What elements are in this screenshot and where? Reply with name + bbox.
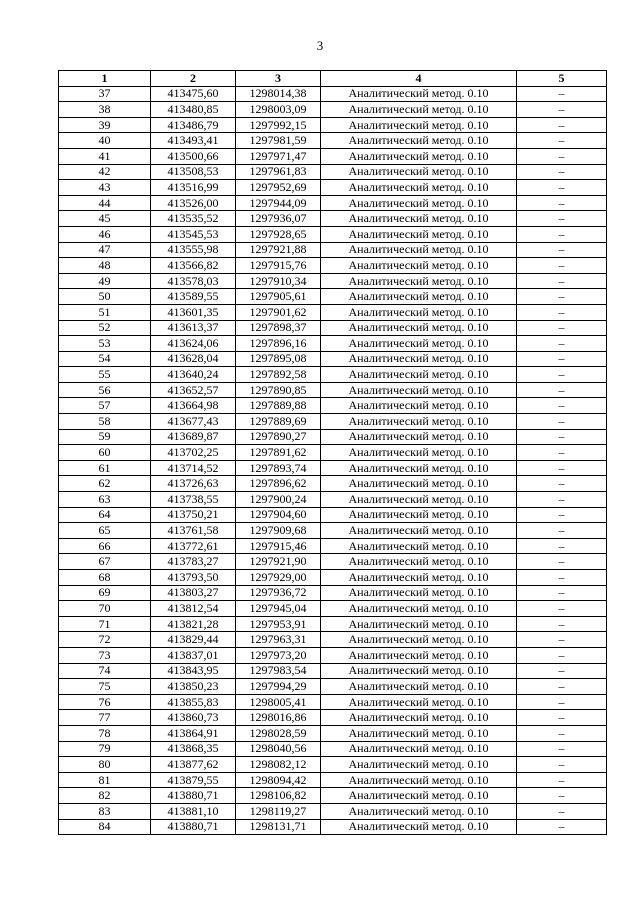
method-cell: Аналитический метод. 0.10 xyxy=(321,382,517,398)
x-coordinate-cell: 413829,44 xyxy=(151,632,236,648)
point-number-cell: 37 xyxy=(59,86,151,102)
description-cell: – xyxy=(517,601,607,617)
description-cell: – xyxy=(517,819,607,835)
table-row xyxy=(59,694,607,710)
method-cell: Аналитический метод. 0.10 xyxy=(321,741,517,757)
x-coordinate-cell: 413837,01 xyxy=(151,647,236,663)
x-coordinate-cell: 413652,57 xyxy=(151,382,236,398)
description-cell: – xyxy=(517,242,607,258)
method-cell: Аналитический метод. 0.10 xyxy=(321,460,517,476)
point-number-cell: 67 xyxy=(59,554,151,570)
description-cell: – xyxy=(517,445,607,461)
table-row xyxy=(59,476,607,492)
table-row xyxy=(59,180,607,196)
point-number-cell: 83 xyxy=(59,803,151,819)
description-cell: – xyxy=(517,694,607,710)
x-coordinate-cell: 413555,98 xyxy=(151,242,236,258)
table-row xyxy=(59,772,607,788)
x-coordinate-cell: 413480,85 xyxy=(151,102,236,118)
y-coordinate-cell: 1298119,27 xyxy=(236,803,321,819)
table-row xyxy=(59,133,607,149)
page-number: 3 xyxy=(316,38,324,53)
point-number-cell: 66 xyxy=(59,538,151,554)
y-coordinate-cell: 1298003,09 xyxy=(236,102,321,118)
table-row xyxy=(59,538,607,554)
x-coordinate-cell: 413578,03 xyxy=(151,273,236,289)
description-cell: – xyxy=(517,803,607,819)
table-row xyxy=(59,757,607,773)
method-cell: Аналитический метод. 0.10 xyxy=(321,86,517,102)
method-cell: Аналитический метод. 0.10 xyxy=(321,647,517,663)
x-coordinate-cell: 413613,37 xyxy=(151,320,236,336)
point-number-cell: 49 xyxy=(59,273,151,289)
point-number-cell: 39 xyxy=(59,117,151,133)
x-coordinate-cell: 413850,23 xyxy=(151,679,236,695)
table-row xyxy=(59,725,607,741)
header-col-3: 3 xyxy=(236,71,321,87)
table-row xyxy=(59,710,607,726)
description-cell: – xyxy=(517,180,607,196)
y-coordinate-cell: 1297904,60 xyxy=(236,507,321,523)
y-coordinate-cell: 1297915,46 xyxy=(236,538,321,554)
point-number-cell: 42 xyxy=(59,164,151,180)
y-coordinate-cell: 1297936,72 xyxy=(236,585,321,601)
description-cell: – xyxy=(517,710,607,726)
y-coordinate-cell: 1297973,20 xyxy=(236,647,321,663)
method-cell: Аналитический метод. 0.10 xyxy=(321,554,517,570)
point-number-cell: 51 xyxy=(59,304,151,320)
method-cell: Аналитический метод. 0.10 xyxy=(321,414,517,430)
description-cell: – xyxy=(517,289,607,305)
description-cell: – xyxy=(517,102,607,118)
header-col-5: 5 xyxy=(517,71,607,87)
method-cell: Аналитический метод. 0.10 xyxy=(321,211,517,227)
point-number-cell: 60 xyxy=(59,445,151,461)
table-row xyxy=(59,414,607,430)
x-coordinate-cell: 413783,27 xyxy=(151,554,236,570)
point-number-cell: 56 xyxy=(59,382,151,398)
y-coordinate-cell: 1297890,27 xyxy=(236,429,321,445)
y-coordinate-cell: 1297921,88 xyxy=(236,242,321,258)
x-coordinate-cell: 413475,60 xyxy=(151,86,236,102)
table-row xyxy=(59,226,607,242)
description-cell: – xyxy=(517,679,607,695)
description-cell: – xyxy=(517,133,607,149)
description-cell: – xyxy=(517,647,607,663)
description-cell: – xyxy=(517,632,607,648)
method-cell: Аналитический метод. 0.10 xyxy=(321,445,517,461)
point-number-cell: 75 xyxy=(59,679,151,695)
method-cell: Аналитический метод. 0.10 xyxy=(321,616,517,632)
description-cell: – xyxy=(517,585,607,601)
x-coordinate-cell: 413640,24 xyxy=(151,367,236,383)
description-cell: – xyxy=(517,788,607,804)
description-cell: – xyxy=(517,507,607,523)
method-cell: Аналитический метод. 0.10 xyxy=(321,367,517,383)
description-cell: – xyxy=(517,757,607,773)
table-row xyxy=(59,304,607,320)
method-cell: Аналитический метод. 0.10 xyxy=(321,492,517,508)
point-number-cell: 80 xyxy=(59,757,151,773)
table-row xyxy=(59,367,607,383)
description-cell: – xyxy=(517,476,607,492)
point-number-cell: 81 xyxy=(59,772,151,788)
point-number-cell: 40 xyxy=(59,133,151,149)
method-cell: Аналитический метод. 0.10 xyxy=(321,102,517,118)
description-cell: – xyxy=(517,429,607,445)
method-cell: Аналитический метод. 0.10 xyxy=(321,180,517,196)
point-number-cell: 65 xyxy=(59,523,151,539)
x-coordinate-cell: 413879,55 xyxy=(151,772,236,788)
point-number-cell: 58 xyxy=(59,414,151,430)
method-cell: Аналитический метод. 0.10 xyxy=(321,694,517,710)
point-number-cell: 55 xyxy=(59,367,151,383)
method-cell: Аналитический метод. 0.10 xyxy=(321,772,517,788)
method-cell: Аналитический метод. 0.10 xyxy=(321,570,517,586)
x-coordinate-cell: 413508,53 xyxy=(151,164,236,180)
y-coordinate-cell: 1297921,90 xyxy=(236,554,321,570)
description-cell: – xyxy=(517,320,607,336)
y-coordinate-cell: 1297892,58 xyxy=(236,367,321,383)
x-coordinate-cell: 413803,27 xyxy=(151,585,236,601)
point-number-cell: 53 xyxy=(59,336,151,352)
y-coordinate-cell: 1297983,54 xyxy=(236,663,321,679)
table-row xyxy=(59,585,607,601)
y-coordinate-cell: 1297898,37 xyxy=(236,320,321,336)
point-number-cell: 50 xyxy=(59,289,151,305)
method-cell: Аналитический метод. 0.10 xyxy=(321,507,517,523)
point-number-cell: 68 xyxy=(59,570,151,586)
method-cell: Аналитический метод. 0.10 xyxy=(321,601,517,617)
method-cell: Аналитический метод. 0.10 xyxy=(321,585,517,601)
method-cell: Аналитический метод. 0.10 xyxy=(321,148,517,164)
x-coordinate-cell: 413880,71 xyxy=(151,788,236,804)
description-cell: – xyxy=(517,164,607,180)
y-coordinate-cell: 1297909,68 xyxy=(236,523,321,539)
x-coordinate-cell: 413545,53 xyxy=(151,226,236,242)
y-coordinate-cell: 1297936,07 xyxy=(236,211,321,227)
x-coordinate-cell: 413677,43 xyxy=(151,414,236,430)
table-row xyxy=(59,632,607,648)
point-number-cell: 79 xyxy=(59,741,151,757)
table-row xyxy=(59,117,607,133)
y-coordinate-cell: 1298028,59 xyxy=(236,725,321,741)
y-coordinate-cell: 1297963,31 xyxy=(236,632,321,648)
description-cell: – xyxy=(517,414,607,430)
description-cell: – xyxy=(517,772,607,788)
y-coordinate-cell: 1298131,71 xyxy=(236,819,321,835)
y-coordinate-cell: 1297981,59 xyxy=(236,133,321,149)
method-cell: Аналитический метод. 0.10 xyxy=(321,320,517,336)
x-coordinate-cell: 413750,21 xyxy=(151,507,236,523)
table-row xyxy=(59,382,607,398)
table-row xyxy=(59,398,607,414)
point-number-cell: 71 xyxy=(59,616,151,632)
x-coordinate-cell: 413516,99 xyxy=(151,180,236,196)
table-row xyxy=(59,616,607,632)
description-cell: – xyxy=(517,226,607,242)
x-coordinate-cell: 413855,83 xyxy=(151,694,236,710)
method-cell: Аналитический метод. 0.10 xyxy=(321,679,517,695)
description-cell: – xyxy=(517,148,607,164)
table-row xyxy=(59,679,607,695)
x-coordinate-cell: 413566,82 xyxy=(151,258,236,274)
table-row xyxy=(59,195,607,211)
description-cell: – xyxy=(517,351,607,367)
method-cell: Аналитический метод. 0.10 xyxy=(321,336,517,352)
table-row xyxy=(59,148,607,164)
method-cell: Аналитический метод. 0.10 xyxy=(321,117,517,133)
y-coordinate-cell: 1297944,09 xyxy=(236,195,321,211)
y-coordinate-cell: 1297945,04 xyxy=(236,601,321,617)
description-cell: – xyxy=(517,492,607,508)
method-cell: Аналитический метод. 0.10 xyxy=(321,351,517,367)
table-row xyxy=(59,554,607,570)
table-row xyxy=(59,460,607,476)
table-row xyxy=(59,445,607,461)
y-coordinate-cell: 1298082,12 xyxy=(236,757,321,773)
point-number-cell: 74 xyxy=(59,663,151,679)
x-coordinate-cell: 413624,06 xyxy=(151,336,236,352)
y-coordinate-cell: 1297901,62 xyxy=(236,304,321,320)
x-coordinate-cell: 413726,63 xyxy=(151,476,236,492)
y-coordinate-cell: 1297896,62 xyxy=(236,476,321,492)
table-row xyxy=(59,336,607,352)
point-number-cell: 54 xyxy=(59,351,151,367)
point-number-cell: 64 xyxy=(59,507,151,523)
table-row xyxy=(59,601,607,617)
x-coordinate-cell: 413493,41 xyxy=(151,133,236,149)
point-number-cell: 84 xyxy=(59,819,151,835)
table-row xyxy=(59,258,607,274)
method-cell: Аналитический метод. 0.10 xyxy=(321,133,517,149)
x-coordinate-cell: 413714,52 xyxy=(151,460,236,476)
table-header xyxy=(59,71,607,87)
point-number-cell: 45 xyxy=(59,211,151,227)
y-coordinate-cell: 1297889,69 xyxy=(236,414,321,430)
method-cell: Аналитический метод. 0.10 xyxy=(321,398,517,414)
x-coordinate-cell: 413860,73 xyxy=(151,710,236,726)
table-row xyxy=(59,570,607,586)
method-cell: Аналитический метод. 0.10 xyxy=(321,304,517,320)
x-coordinate-cell: 413535,52 xyxy=(151,211,236,227)
x-coordinate-cell: 413881,10 xyxy=(151,803,236,819)
description-cell: – xyxy=(517,538,607,554)
method-cell: Аналитический метод. 0.10 xyxy=(321,803,517,819)
table-row xyxy=(59,242,607,258)
table-row xyxy=(59,523,607,539)
description-cell: – xyxy=(517,336,607,352)
y-coordinate-cell: 1298106,82 xyxy=(236,788,321,804)
table-row xyxy=(59,211,607,227)
y-coordinate-cell: 1297961,83 xyxy=(236,164,321,180)
method-cell: Аналитический метод. 0.10 xyxy=(321,226,517,242)
point-number-cell: 73 xyxy=(59,647,151,663)
y-coordinate-cell: 1297889,88 xyxy=(236,398,321,414)
x-coordinate-cell: 413486,79 xyxy=(151,117,236,133)
description-cell: – xyxy=(517,382,607,398)
point-number-cell: 72 xyxy=(59,632,151,648)
point-number-cell: 46 xyxy=(59,226,151,242)
description-cell: – xyxy=(517,460,607,476)
description-cell: – xyxy=(517,554,607,570)
x-coordinate-cell: 413702,25 xyxy=(151,445,236,461)
table-row xyxy=(59,819,607,835)
method-cell: Аналитический метод. 0.10 xyxy=(321,429,517,445)
y-coordinate-cell: 1297915,76 xyxy=(236,258,321,274)
x-coordinate-cell: 413526,00 xyxy=(151,195,236,211)
table-row xyxy=(59,273,607,289)
y-coordinate-cell: 1298005,41 xyxy=(236,694,321,710)
point-number-cell: 44 xyxy=(59,195,151,211)
description-cell: – xyxy=(517,398,607,414)
description-cell: – xyxy=(517,663,607,679)
method-cell: Аналитический метод. 0.10 xyxy=(321,819,517,835)
method-cell: Аналитический метод. 0.10 xyxy=(321,725,517,741)
header-col-4: 4 xyxy=(321,71,517,87)
x-coordinate-cell: 413793,50 xyxy=(151,570,236,586)
y-coordinate-cell: 1297893,74 xyxy=(236,460,321,476)
point-number-cell: 52 xyxy=(59,320,151,336)
table-row xyxy=(59,741,607,757)
x-coordinate-cell: 413880,71 xyxy=(151,819,236,835)
table-row xyxy=(59,102,607,118)
description-cell: – xyxy=(517,570,607,586)
x-coordinate-cell: 413772,61 xyxy=(151,538,236,554)
y-coordinate-cell: 1297992,15 xyxy=(236,117,321,133)
x-coordinate-cell: 413601,35 xyxy=(151,304,236,320)
table-row xyxy=(59,320,607,336)
x-coordinate-cell: 413628,04 xyxy=(151,351,236,367)
y-coordinate-cell: 1297891,62 xyxy=(236,445,321,461)
description-cell: – xyxy=(517,195,607,211)
y-coordinate-cell: 1298040,56 xyxy=(236,741,321,757)
description-cell: – xyxy=(517,273,607,289)
point-number-cell: 38 xyxy=(59,102,151,118)
method-cell: Аналитический метод. 0.10 xyxy=(321,289,517,305)
header-row xyxy=(59,71,607,87)
description-cell: – xyxy=(517,741,607,757)
method-cell: Аналитический метод. 0.10 xyxy=(321,710,517,726)
description-cell: – xyxy=(517,725,607,741)
coordinates-table xyxy=(58,70,607,835)
y-coordinate-cell: 1298094,42 xyxy=(236,772,321,788)
x-coordinate-cell: 413868,35 xyxy=(151,741,236,757)
table-row xyxy=(59,289,607,305)
y-coordinate-cell: 1297929,00 xyxy=(236,570,321,586)
table-row xyxy=(59,507,607,523)
y-coordinate-cell: 1297971,47 xyxy=(236,148,321,164)
x-coordinate-cell: 413843,95 xyxy=(151,663,236,679)
point-number-cell: 70 xyxy=(59,601,151,617)
point-number-cell: 59 xyxy=(59,429,151,445)
description-cell: – xyxy=(517,304,607,320)
x-coordinate-cell: 413877,62 xyxy=(151,757,236,773)
table-row xyxy=(59,647,607,663)
method-cell: Аналитический метод. 0.10 xyxy=(321,258,517,274)
method-cell: Аналитический метод. 0.10 xyxy=(321,242,517,258)
y-coordinate-cell: 1297928,65 xyxy=(236,226,321,242)
table-row xyxy=(59,86,607,102)
description-cell: – xyxy=(517,117,607,133)
x-coordinate-cell: 413821,28 xyxy=(151,616,236,632)
y-coordinate-cell: 1297895,08 xyxy=(236,351,321,367)
table-row xyxy=(59,492,607,508)
point-number-cell: 82 xyxy=(59,788,151,804)
description-cell: – xyxy=(517,258,607,274)
point-number-cell: 61 xyxy=(59,460,151,476)
method-cell: Аналитический метод. 0.10 xyxy=(321,523,517,539)
table-row xyxy=(59,429,607,445)
y-coordinate-cell: 1297953,91 xyxy=(236,616,321,632)
y-coordinate-cell: 1297905,61 xyxy=(236,289,321,305)
point-number-cell: 77 xyxy=(59,710,151,726)
header-col-1: 1 xyxy=(59,71,151,87)
point-number-cell: 48 xyxy=(59,258,151,274)
method-cell: Аналитический метод. 0.10 xyxy=(321,632,517,648)
y-coordinate-cell: 1297994,29 xyxy=(236,679,321,695)
description-cell: – xyxy=(517,367,607,383)
table-row xyxy=(59,663,607,679)
y-coordinate-cell: 1297896,16 xyxy=(236,336,321,352)
point-number-cell: 47 xyxy=(59,242,151,258)
method-cell: Аналитический метод. 0.10 xyxy=(321,476,517,492)
method-cell: Аналитический метод. 0.10 xyxy=(321,164,517,180)
y-coordinate-cell: 1297952,69 xyxy=(236,180,321,196)
x-coordinate-cell: 413689,87 xyxy=(151,429,236,445)
method-cell: Аналитический метод. 0.10 xyxy=(321,273,517,289)
x-coordinate-cell: 413761,58 xyxy=(151,523,236,539)
table-row xyxy=(59,788,607,804)
point-number-cell: 69 xyxy=(59,585,151,601)
method-cell: Аналитический метод. 0.10 xyxy=(321,195,517,211)
method-cell: Аналитический метод. 0.10 xyxy=(321,538,517,554)
table-body xyxy=(59,86,607,835)
method-cell: Аналитический метод. 0.10 xyxy=(321,788,517,804)
y-coordinate-cell: 1298014,38 xyxy=(236,86,321,102)
x-coordinate-cell: 413812,54 xyxy=(151,601,236,617)
header-col-2: 2 xyxy=(151,71,236,87)
x-coordinate-cell: 413738,55 xyxy=(151,492,236,508)
table-row xyxy=(59,351,607,367)
x-coordinate-cell: 413864,91 xyxy=(151,725,236,741)
method-cell: Аналитический метод. 0.10 xyxy=(321,663,517,679)
x-coordinate-cell: 413589,55 xyxy=(151,289,236,305)
method-cell: Аналитический метод. 0.10 xyxy=(321,757,517,773)
point-number-cell: 63 xyxy=(59,492,151,508)
description-cell: – xyxy=(517,86,607,102)
point-number-cell: 43 xyxy=(59,180,151,196)
point-number-cell: 78 xyxy=(59,725,151,741)
point-number-cell: 41 xyxy=(59,148,151,164)
x-coordinate-cell: 413500,66 xyxy=(151,148,236,164)
description-cell: – xyxy=(517,211,607,227)
y-coordinate-cell: 1297910,34 xyxy=(236,273,321,289)
x-coordinate-cell: 413664,98 xyxy=(151,398,236,414)
description-cell: – xyxy=(517,616,607,632)
y-coordinate-cell: 1298016,86 xyxy=(236,710,321,726)
point-number-cell: 62 xyxy=(59,476,151,492)
y-coordinate-cell: 1297890,85 xyxy=(236,382,321,398)
point-number-cell: 57 xyxy=(59,398,151,414)
y-coordinate-cell: 1297900,24 xyxy=(236,492,321,508)
description-cell: – xyxy=(517,523,607,539)
table-row xyxy=(59,803,607,819)
table-row xyxy=(59,164,607,180)
point-number-cell: 76 xyxy=(59,694,151,710)
